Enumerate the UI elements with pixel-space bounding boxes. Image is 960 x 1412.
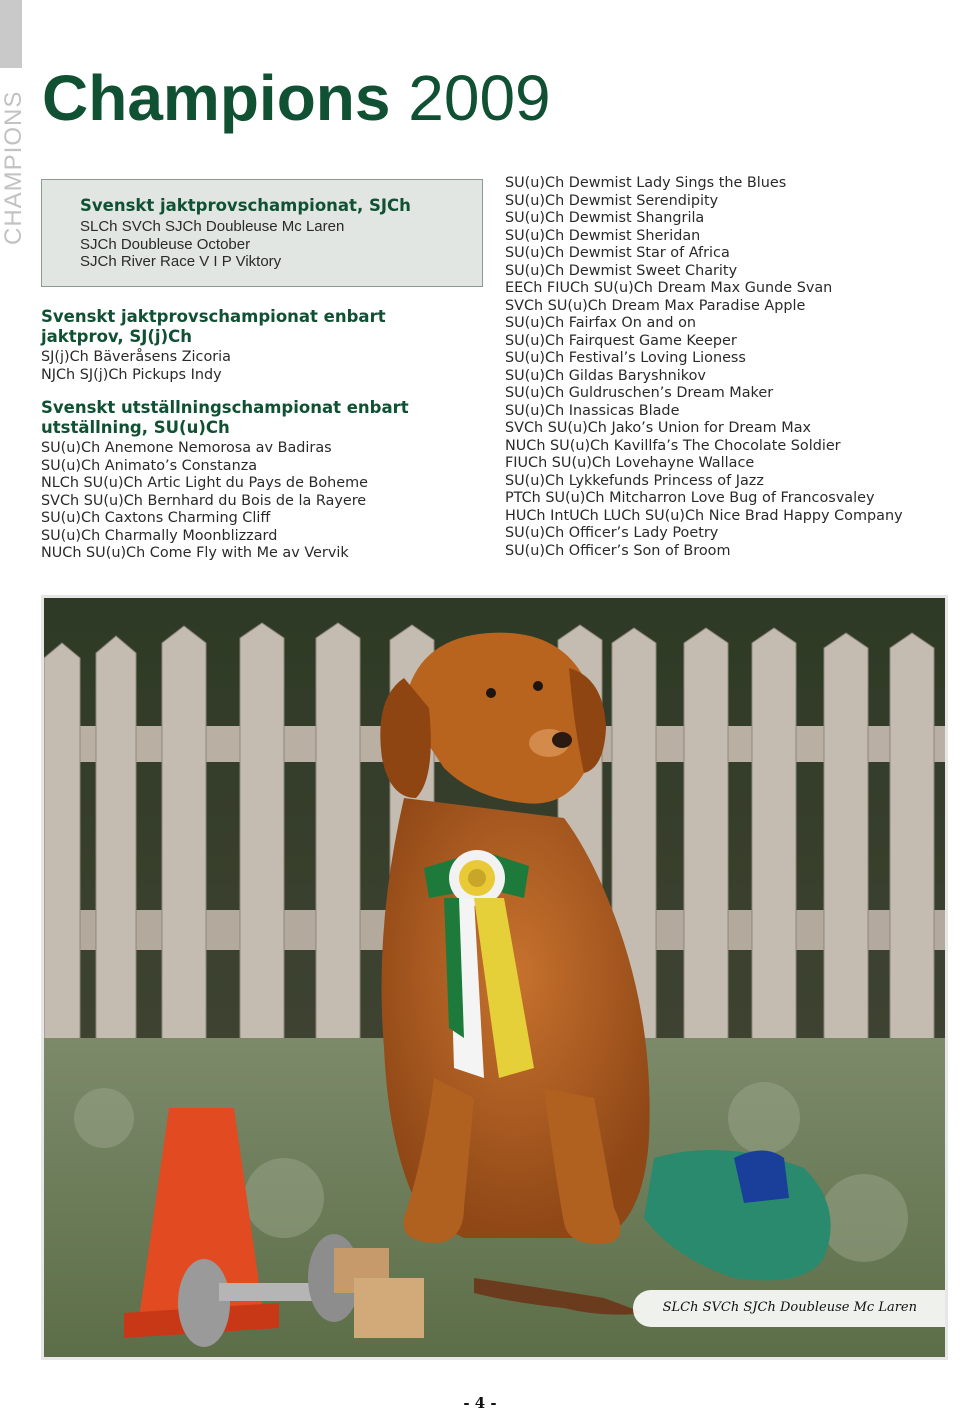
suuch-heading — [41, 398, 481, 438]
page-title-main: Champions — [42, 62, 391, 134]
list-item: SU(u)Ch Officer’s Son of Broom — [505, 542, 731, 559]
list-item: SVCh SU(u)Ch Dream Max Paradise Apple — [505, 297, 806, 314]
list-item: SVCh SU(u)Ch Bernhard du Bois de la Rayere — [41, 492, 367, 509]
list-item: SU(u)Ch Officer’s Lady Poetry — [505, 525, 719, 541]
list-item: SU(u)Ch Caxtons Charming Cliff — [41, 510, 271, 526]
sjjch-heading-line2: jaktprov, SJ(j)Ch — [41, 327, 192, 346]
list-item: SU(u)Ch Festival’s Loving Lioness — [505, 350, 746, 366]
list-item: NUCh SU(u)Ch Come Fly with Me av Vervik — [41, 545, 349, 561]
sjch-heading: Svenskt jaktprovschampionat, SJCh — [80, 196, 411, 215]
sjch-highlight-box — [41, 179, 483, 287]
list-item: NUCh SU(u)Ch Kavillfa’s The Chocolate Soldier — [505, 437, 841, 454]
list-item: SU(u)Ch Dewmist Star of Africa — [505, 245, 730, 261]
sjjch-heading — [41, 307, 481, 347]
list-item: SU(u)Ch Gildas Baryshnikov — [505, 367, 706, 384]
list-item: SU(u)Ch Fairfax On and on — [505, 315, 697, 331]
list-item: SU(u)Ch Dewmist Serendipity — [505, 192, 719, 209]
list-item: SU(u)Ch Anemone Nemorosa av Badiras — [41, 440, 332, 456]
suuch-section — [41, 398, 481, 563]
list-item: SU(u)Ch Guldruschen’s Dream Maker — [505, 385, 774, 401]
list-item: EECh FIUCh SU(u)Ch Dream Max Gunde Svan — [505, 280, 833, 296]
sjjch-heading-line1: Svenskt jaktprovschampionat enbart — [41, 307, 386, 326]
suuch-list-continued — [505, 175, 945, 560]
list-item: SU(u)Ch Fairquest Game Keeper — [505, 332, 737, 349]
list-item: SJCh River Race V I P Viktory — [80, 253, 282, 270]
side-tab-bar — [0, 0, 22, 68]
list-item: SU(u)Ch Dewmist Lady Sings the Blues — [505, 175, 787, 191]
list-item: SLCh SVCh SJCh Doubleuse Mc Laren — [80, 218, 345, 235]
list-item: SVCh SU(u)Ch Jako’s Union for Dream Max — [505, 420, 812, 436]
photo-caption: SLCh SVCh SJCh Doubleuse Mc Laren — [633, 1290, 945, 1327]
sjjch-section — [41, 307, 481, 384]
list-item: PTCh SU(u)Ch Mitcharron Love Bug of Francosvaley — [505, 490, 875, 506]
list-item: SU(u)Ch Dewmist Sheridan — [505, 227, 701, 244]
page-title — [42, 58, 551, 138]
list-item: SJCh Doubleuse October — [80, 235, 251, 253]
list-item: SU(u)Ch Animato’s Constanza — [41, 457, 258, 474]
suuch-heading-line1: Svenskt utställningschampionat enbart — [41, 398, 409, 417]
list-item: NJCh SJ(j)Ch Pickups Indy — [41, 366, 222, 383]
list-item: SU(u)Ch Lykkefunds Princess of Jazz — [505, 472, 764, 489]
page-title-year: 2009 — [408, 62, 551, 134]
list-item: SU(u)Ch Charmally Moonblizzard — [41, 527, 278, 544]
section-side-label: CHAMPIONS — [0, 90, 27, 245]
list-item: FIUCh SU(u)Ch Lovehayne Wallace — [505, 455, 755, 471]
list-item: HUCh IntUCh LUCh SU(u)Ch Nice Brad Happy Company — [505, 507, 903, 524]
list-item: SJ(j)Ch Bäveråsens Zicoria — [41, 349, 231, 365]
golden-retriever-illustration — [44, 598, 945, 1357]
list-item: NLCh SU(u)Ch Artic Light du Pays de Boheme — [41, 475, 369, 491]
list-item: SU(u)Ch Dewmist Shangrila — [505, 210, 705, 226]
dog-photo — [41, 595, 948, 1360]
suuch-heading-line2: utställning, SU(u)Ch — [41, 418, 230, 437]
list-item: SU(u)Ch Dewmist Sweet Charity — [505, 262, 738, 279]
page-number: - 4 - — [463, 1394, 497, 1412]
list-item: SU(u)Ch Inassicas Blade — [505, 402, 680, 419]
